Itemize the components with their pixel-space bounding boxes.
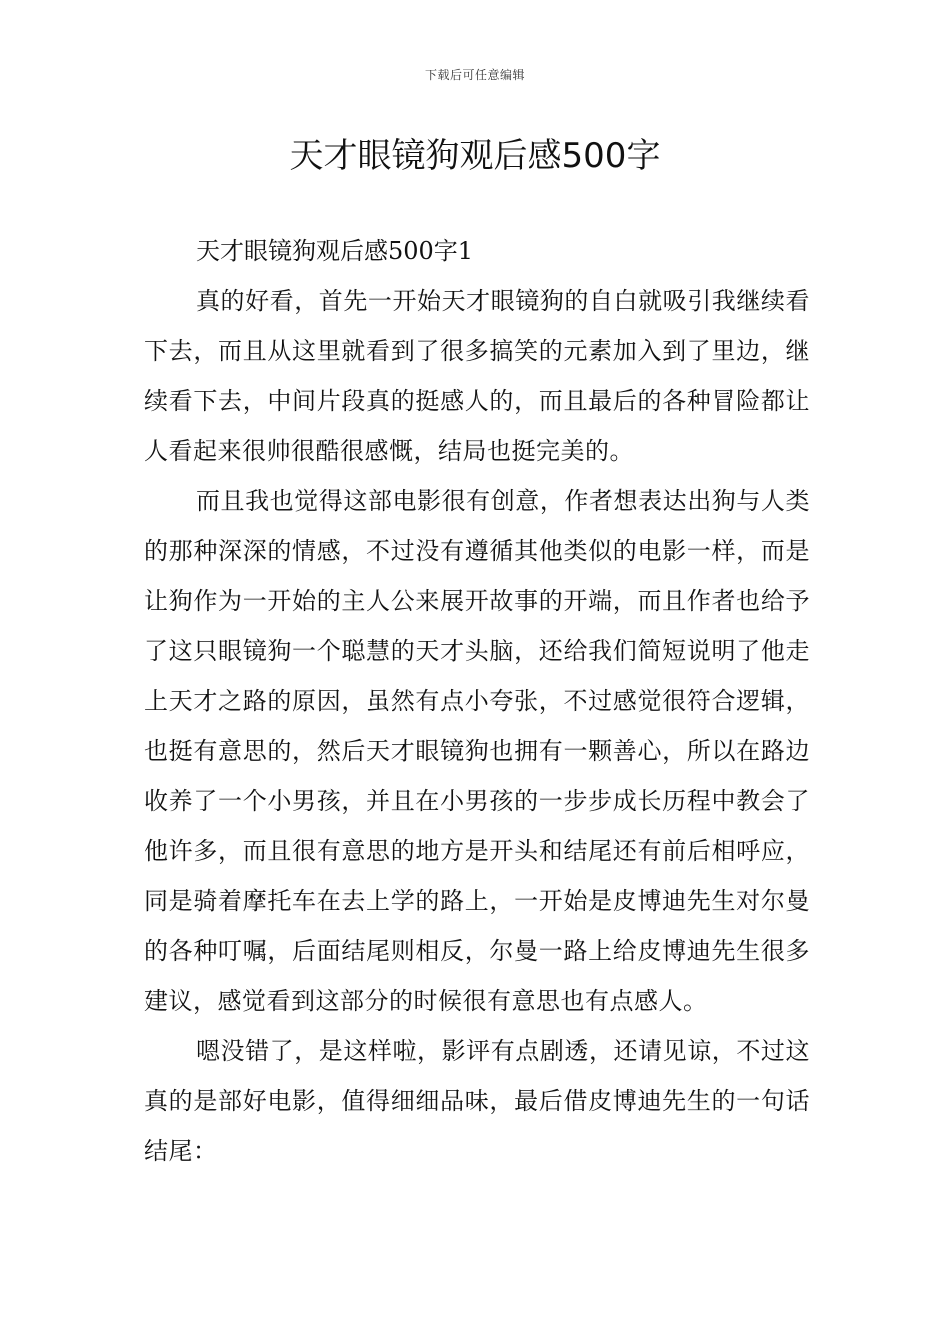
body-paragraph-3: 嗯没错了，是这样啦，影评有点剧透，还请见谅，不过这真的是部好电影，值得细细品味，最后借皮博迪先生的一句话结尾： bbox=[144, 1037, 810, 1165]
body-paragraph-1: 真的好看，首先一开始天才眼镜狗的自白就吸引我继续看下去，而且从这里就看到了很多搞笑的元素加入到了里边，继续看下去，中间片段真的挺感人的，而且最后的各种冒险都让人看起来很帅很酷很感慨，结局也挺完美的。 bbox=[144, 287, 810, 465]
header-note: 下载后可任意编辑 bbox=[424, 68, 525, 82]
body-paragraph-2: 而且我也觉得这部电影很有创意，作者想表达出狗与人类的那种深深的情感，不过没有遵循其他类似的电影一样，而是让狗作为一开始的主人公来展开故事的开端，而且作者也给予了这只眼镜狗一个聪慧的天才头脑，还给我们简短说明了他走上天才之路的原因，虽然有点小夸张，不过感觉很符合逻辑，也挺有意思的，然后天才眼镜狗也拥有一颗善心，所以在路边收养了一个小男孩，并且在小男孩的一步步成长历程中教会了他许多，而且很有意思的地方是开头和结尾还有前后相呼应，同是骑着摩托车在去上学的路上，一开始是皮博迪先生对尔曼的各种叮嘱，后面结尾则相反，尔曼一路上给皮博迪先生很多建议，感觉看到这部分的时候很有意思也有点感人。 bbox=[144, 487, 810, 1015]
document-body bbox=[144, 226, 810, 1176]
document-title: 天才眼镜狗观后感500字 bbox=[289, 136, 661, 176]
section-subheading: 天才眼镜狗观后感500字1 bbox=[196, 237, 474, 265]
